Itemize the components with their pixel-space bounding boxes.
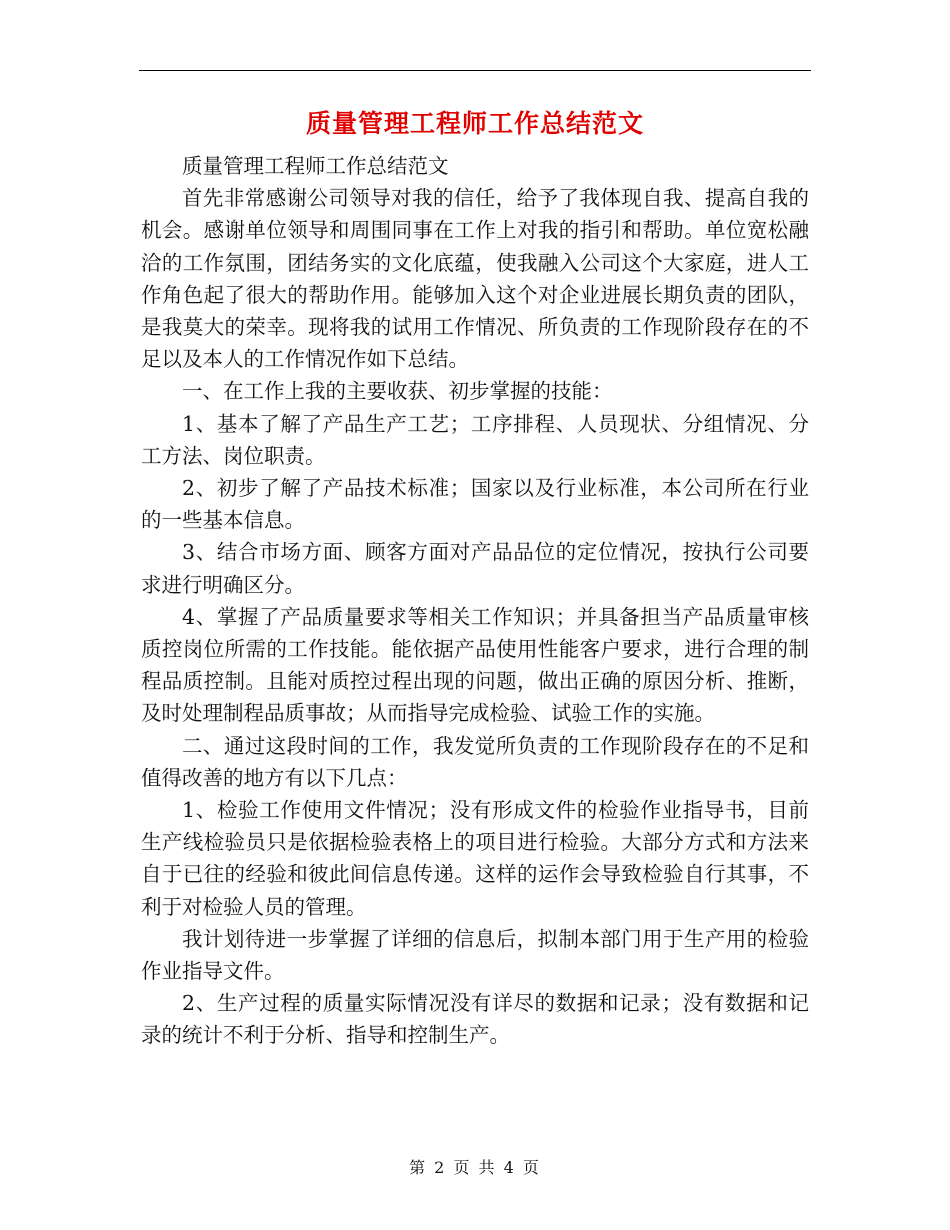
paragraph-intro: 首先非常感谢公司领导对我的信任，给予了我体现自我、提高自我的机会。感谢单位领导和周围同事在工作上对我的指引和帮助。单位宽松融洽的工作氛围，团结务实的文化底蕴，使我融入公司这个大家庭，进人工作角色起了很大的帮助作用。能够加入这个对企业进展长期负责的团队，是我莫大的荣幸。现将我的试用工作情况、所负责的工作现阶段存在的不足以及本人的工作情况作如下总结。 [141,186,809,372]
paragraph-section-one-heading: 一、在工作上我的主要收获、初步掌握的技能： [182,379,613,404]
paragraph-item-4: 4、掌握了产品质量要求等相关工作知识；并具备担当产品质量审核质控岗位所需的工作技能。能依据产品使用性能客户要求，进行合理的制程品质控制。且能对质控过程出现的问题，做出正确的原因分析、推断，及时处理制程品质事故；从而指导完成检验、试验工作的实施。 [141,604,809,726]
paragraph-item-3: 3、结合市场方面、顾客方面对产品品位的定位情况，按执行公司要求进行明确区分。 [141,540,809,597]
document-body [141,150,809,1052]
paragraph-item-2: 2、初步了解了产品技术标准；国家以及行业标准，本公司所在行业的一些基本信息。 [141,476,809,533]
header-rule [139,70,811,71]
paragraph-issue-2: 2、生产过程的质量实际情况没有详尽的数据和记录；没有数据和记录的统计不利于分析、指导和控制生产。 [141,991,809,1048]
paragraph-subtitle: 质量管理工程师工作总结范文 [182,154,449,178]
paragraph-plan: 我计划待进一步掌握了详细的信息后，拟制本部门用于生产用的检验作业指导文件。 [141,926,809,984]
page-footer: 第 2 页 共 4 页 [409,1158,541,1177]
paragraph-item-1: 1、基本了解了产品生产工艺；工序排程、人员现状、分组情况、分工方法、岗位职责。 [141,411,809,468]
paragraph-issue-1: 1、检验工作使用文件情况；没有形成文件的检验作业指导书，目前生产线检验员只是依据检验表格上的项目进行检验。大部分方式和方法来自于已往的经验和彼此间信息传递。这样的运作会导致检验自行其事，不利于对检验人员的管理。 [141,798,809,919]
paragraph-section-two-heading: 二、通过这段时间的工作，我发觉所负责的工作现阶段存在的不足和值得改善的地方有以下几点： [141,733,809,790]
document-title: 质量管理工程师工作总结范文 [305,109,644,138]
